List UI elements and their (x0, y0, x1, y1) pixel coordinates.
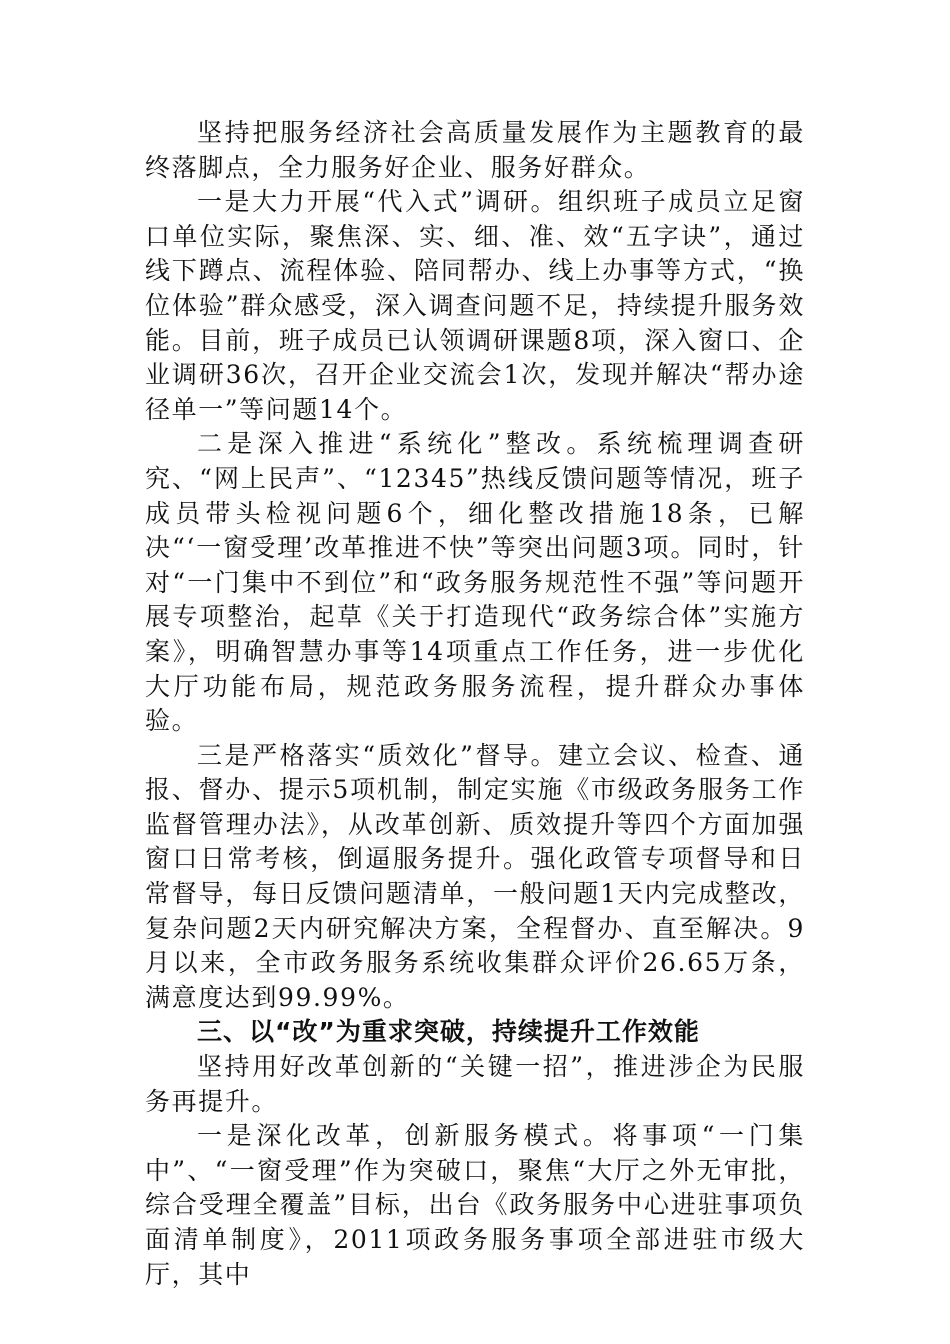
paragraph-rectification: 二是深入推进“系统化”整改。系统梳理调查研究、“网上民声”、“12345”热线反馈问题等情况，班子成员带头检视问题6个，细化整改措施18条，已解决“‘一窗受理’改革推进不快”等突出问题3项。同时，针对“一门集中不到位”和“政务服务规范性不强”等问题开展专项整治，起草《关于打造现代“政务综合体”实施方案》，明确智慧办事等14项重点工作任务，进一步优化大厅功能布局，规范政务服务流程，提升群众办事体验。 (145, 429, 805, 736)
section-heading: 三、以“改”为重求突破，持续提升工作效能 (197, 1017, 700, 1047)
paragraph-research: 一是大力开展“代入式”调研。组织班子成员立足窗口单位实际，聚焦深、实、细、准、效“五字诀”，通过线下蹲点、流程体验、陪同帮办、线上办事等方式，“换位体验”群众感受，深入调查问题不足，持续提升服务效能。目前，班子成员已认领调研课题8项，深入窗口、企业调研36次，召开企业交流会1次，发现并解决“帮办途径单一”等问题14个。 (145, 187, 805, 424)
paragraph-intro: 坚持把服务经济社会高质量发展作为主题教育的最终落脚点，全力服务好企业、服务好群众。 (145, 118, 805, 182)
document-page (145, 116, 805, 1292)
paragraph-reform-detail: 一是深化改革，创新服务模式。将事项“一门集中”、“一窗受理”作为突破口，聚焦“大厅之外无审批，综合受理全覆盖”目标，出台《政务服务中心进驻事项负面清单制度》，2011项政务服务事项全部进驻市级大厅，其中 (145, 1121, 805, 1289)
paragraph-supervision: 三是严格落实“质效化”督导。建立会议、检查、通报、督办、提示5项机制，制定实施《市级政务服务工作监督管理办法》，从改革创新、质效提升等四个方面加强窗口日常考核，倒逼服务提升。强化政管专项督导和日常督导，每日反馈问题清单，一般问题1天内完成整改，复杂问题2天内研究解决方案，全程督办、直至解决。9月以来，全市政务服务系统收集群众评价26.65万条，满意度达到99.99%。 (145, 740, 805, 1012)
paragraph-reform-intro: 坚持用好改革创新的“关键一招”，推进涉企为民服务再提升。 (145, 1052, 805, 1116)
